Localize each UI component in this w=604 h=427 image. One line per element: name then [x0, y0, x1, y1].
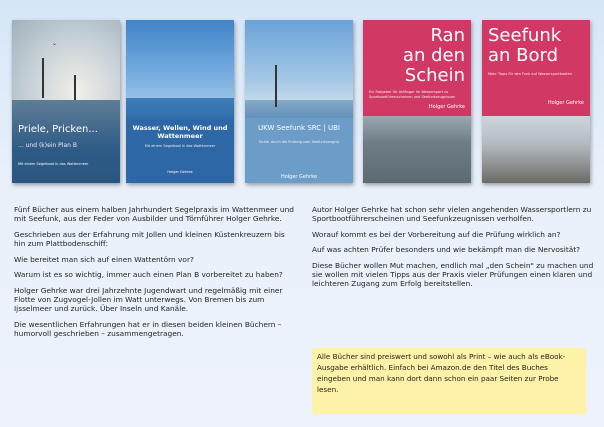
paragraph: Diese Bücher wollen Mut machen, endlich mal „den Schein" zu machen und sie wollen mit vielen Tipps aus der Praxis vieler Prüfungen einen klaren und leichteren Zugang zum Erfolg bereitstellen.	[312, 260, 594, 289]
cover-author: Holger Gehrke	[428, 104, 465, 110]
book-cover-wasser-wellen[interactable]	[126, 20, 234, 183]
cover-tagline: Mit einem Segelboot in das Wattenmeer	[18, 162, 89, 166]
cover-photo-people-on-boat	[363, 116, 471, 183]
paragraph: Warum ist es so wichtig, immer auch einen Plan B vorbereitet zu haben?	[14, 270, 283, 280]
cover-photo-harbor-view	[482, 116, 590, 183]
book-covers-row	[0, 0, 604, 200]
cover-title-line: an Bord	[488, 45, 559, 66]
cover-subtitle: Mit einem Segelboot in das Wattenmeer	[144, 144, 216, 148]
cover-title: Priele, Pricken...	[18, 124, 98, 135]
cover-title-line: Seefunk	[488, 25, 562, 46]
paragraph: Fünf Bücher aus einem halben Jahrhundert Segelpraxis im Wattenmeer und mit Seefunk, aus der Feder von Ausbilder und Törnführer Holger Gehrke.	[14, 205, 294, 224]
bird-icon: ⌄	[52, 40, 58, 47]
cover-author: Holger Gehrke	[280, 174, 318, 180]
book-cover-seefunk-an-bord[interactable]	[482, 20, 590, 183]
cover-water	[245, 100, 353, 120]
cover-sky	[126, 20, 234, 110]
right-text-column	[312, 205, 594, 295]
cover-subtitle: Mehr Tipps für den Funk auf Wassersportbooten	[488, 72, 573, 76]
cover-author: Holger Gehrke	[167, 170, 193, 174]
paragraph: Autor Holger Gehrke hat schon sehr vielen angehenden Wassersportlern zu Sportbootführerscheinen und Seefunkzeugnissen verholfen.	[312, 205, 592, 224]
cover-title-line: Ran	[430, 25, 465, 46]
paragraph: Geschrieben aus der Erfahrung mit Jollen und kleinen Küstenkreuzern bis hin zum Plattbodenschiff:	[14, 229, 285, 248]
sailboat-mast-icon	[275, 65, 277, 107]
left-text-column	[14, 205, 298, 345]
availability-note: Alle Bücher sind preiswert und sowohl als Print – wie auch als eBook-Ausgabe erhältlich. Einfach bei Amazon.de den Titel des Buches eingeben und man kann dort dann schon ein paar Seiten zur Probe lesen.	[312, 348, 586, 414]
paragraph: Die wesentlichen Erfahrungen hat er in diesen beiden kleinen Büchern – humorvoll geschrieben – zusammengetragen.	[14, 319, 282, 338]
cover-title	[488, 26, 590, 66]
cover-author: Holger Gehrke	[547, 100, 584, 106]
book-cover-priele-pricken[interactable]	[12, 20, 120, 183]
cover-title: UKW Seefunk SRC | UBI	[258, 124, 340, 132]
cover-title-line: an den	[402, 45, 465, 66]
cover-subtitle: ... und (k)ein Plan B	[18, 142, 77, 149]
pole-icon	[74, 75, 76, 100]
cover-title: Wasser, Wellen, Wind und Wattenmeer	[132, 124, 228, 140]
cover-subtitle: Sicher durch die Prüfung zum Seefunkzeugnis	[258, 140, 340, 144]
cover-sky	[12, 20, 120, 100]
paragraph: Wie bereitet man sich auf einen Wattentörn vor?	[14, 254, 194, 264]
paragraph: Worauf kommt es bei der Vorbereitung auf die Prüfung wirklich an?	[312, 229, 561, 239]
book-cover-ran-an-den-schein[interactable]	[363, 20, 471, 183]
cover-subtitle: Ein Ratgeber für Anfänger im Wassersport zu Sportbootführerscheinen und Seefunkzeugnissen	[369, 90, 456, 99]
pole-icon	[42, 58, 44, 98]
cover-title-line: Schein	[404, 65, 465, 86]
book-cover-ukw-seefunk[interactable]	[245, 20, 353, 183]
paragraph: Holger Gehrke war drei Jahrzehnte Jugendwart und regelmäßig mit einer Flotte von Zugvogel-Jollen im Watt unterwegs. Von Bremen bis zum Ijsselmeer und zurück. Über Inseln und Kanäle.	[14, 285, 283, 314]
paragraph: Auf was achten Prüfer besonders und wie bekämpft man die Nervosität?	[312, 245, 581, 255]
cover-title	[403, 26, 465, 86]
